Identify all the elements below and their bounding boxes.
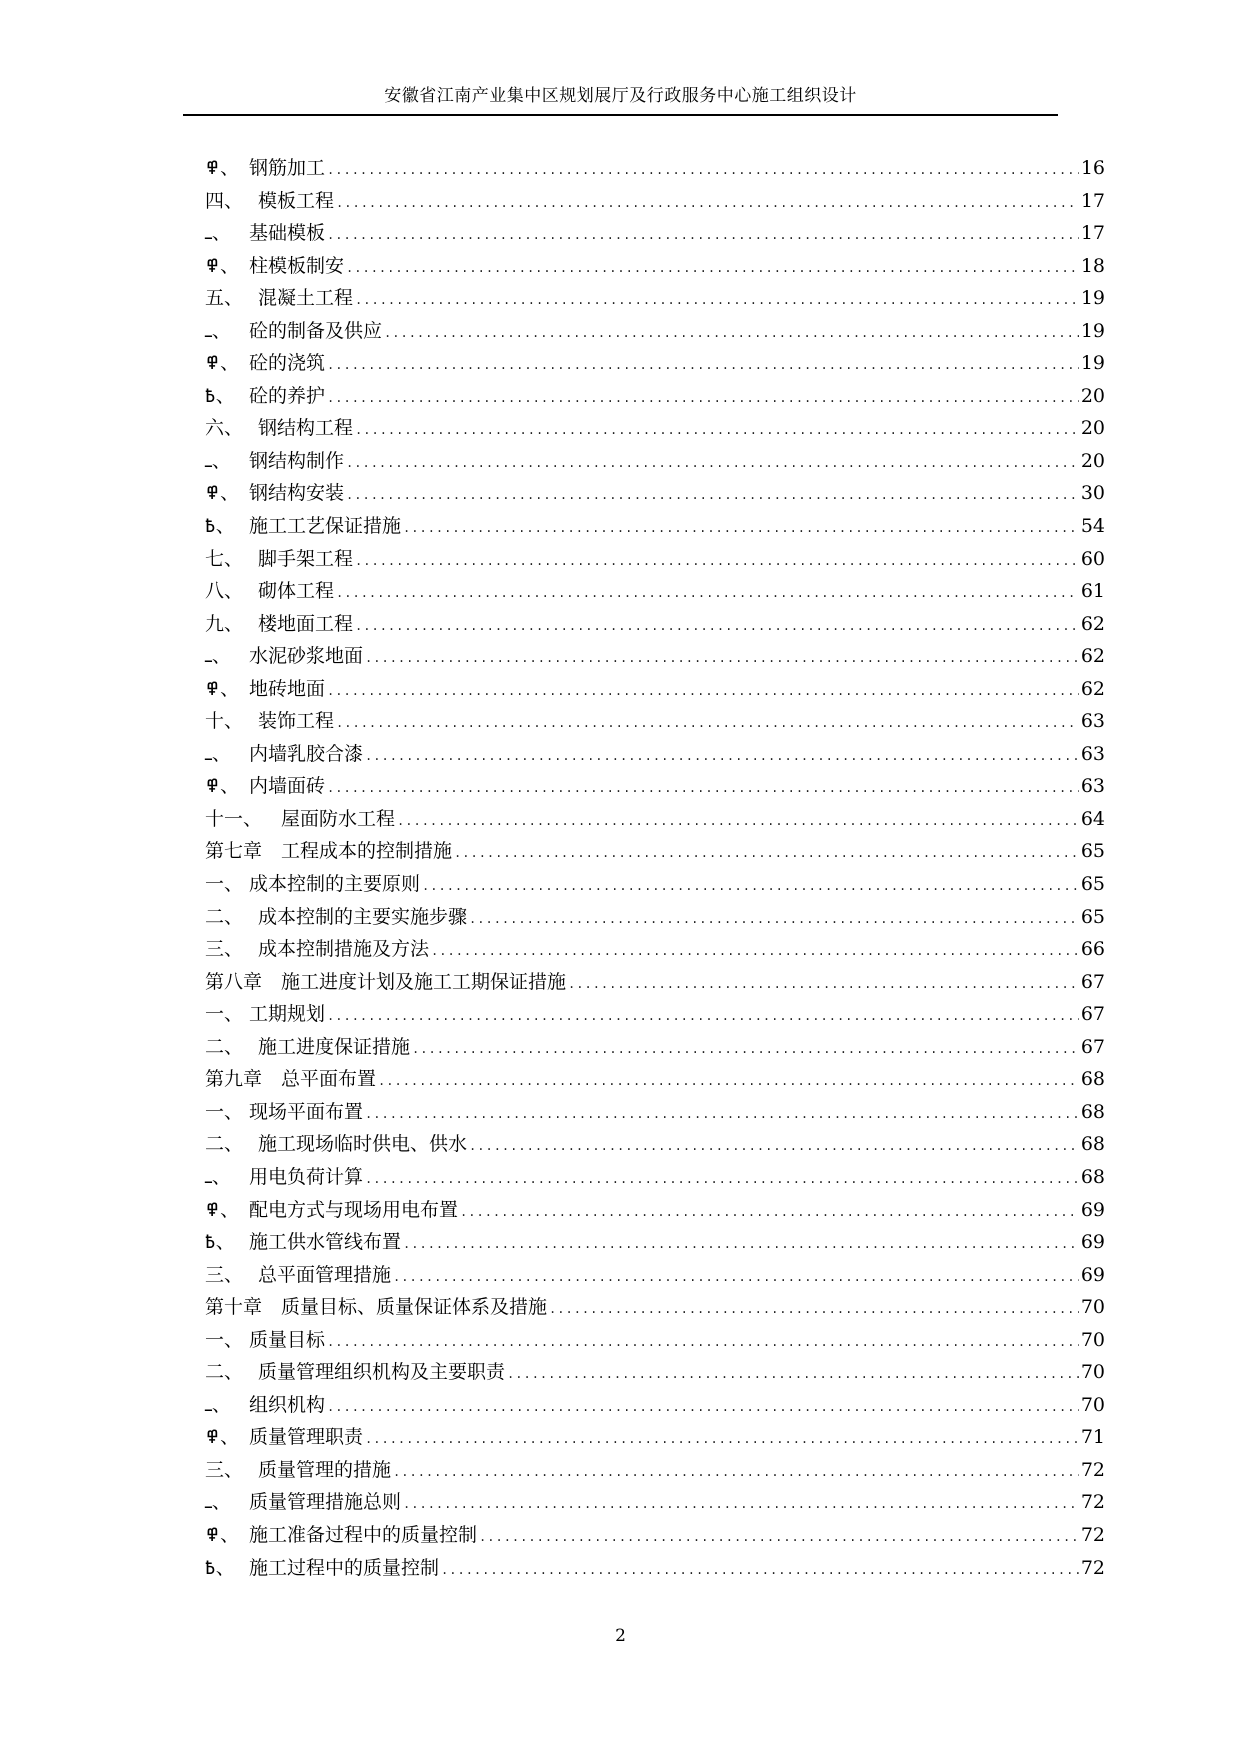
toc-dot-leader <box>346 252 1079 285</box>
toc-entry-number: ߺ、 <box>205 1165 231 1188</box>
toc-dot-leader <box>431 935 1079 968</box>
toc-entry-page: 62 <box>1080 645 1105 668</box>
toc-entry-page: 69 <box>1080 1263 1105 1286</box>
toc-entry-page: 70 <box>1080 1361 1105 1384</box>
toc-dot-leader <box>327 675 1079 708</box>
toc-entry-title: 组织机构 <box>249 1393 326 1416</box>
toc-entry-title: 基础模板 <box>249 222 326 245</box>
toc-entry[interactable] <box>205 412 1105 445</box>
page-header-title: 安徽省江南产业集中区规划展厅及行政服务中心施工组织设计 <box>384 86 857 106</box>
toc-entry-number: 四、 <box>205 189 244 212</box>
toc-entry[interactable] <box>205 1356 1105 1389</box>
toc-entry-title: 质量管理职责 <box>249 1426 364 1449</box>
toc-entry-page: 60 <box>1080 547 1105 570</box>
toc-dot-leader <box>469 1130 1079 1163</box>
toc-entry-number: 七、 <box>205 547 244 570</box>
toc-entry[interactable] <box>205 152 1105 185</box>
toc-entry[interactable] <box>205 250 1105 283</box>
toc-entry-title: 施工进度保证措施 <box>258 1035 411 1058</box>
toc-dot-leader <box>327 219 1079 252</box>
toc-entry-title: 水泥砂浆地面 <box>249 645 364 668</box>
toc-entry-title: 施工准备过程中的质量控制 <box>249 1523 478 1546</box>
toc-entry-number: ߺ、 <box>205 742 231 765</box>
toc-dot-leader <box>365 642 1079 675</box>
toc-entry-page: 19 <box>1080 287 1105 310</box>
toc-entry-number: 一、 <box>205 1328 244 1351</box>
toc-entry[interactable] <box>205 347 1105 380</box>
toc-entry-number: ߺ、 <box>205 222 231 245</box>
toc-entry[interactable] <box>205 380 1105 413</box>
toc-entry-page: 17 <box>1080 222 1105 245</box>
toc-dot-leader <box>327 382 1079 415</box>
toc-entry[interactable] <box>205 1324 1105 1357</box>
toc-entry-page: 17 <box>1080 189 1105 212</box>
toc-entry[interactable] <box>205 1128 1105 1161</box>
toc-entry-number: ߺ、 <box>205 319 231 342</box>
toc-entry[interactable] <box>205 185 1105 218</box>
toc-entry[interactable] <box>205 1519 1105 1552</box>
toc-entry-number: 十、 <box>205 710 244 733</box>
toc-entry-page: 19 <box>1080 319 1105 342</box>
toc-entry-title: 质量管理组织机构及主要职责 <box>258 1361 506 1384</box>
toc-entry-title: 钢结构制作 <box>249 449 345 472</box>
toc-entry-number: 二、 <box>205 1035 244 1058</box>
toc-entry-number: 九、 <box>205 612 244 635</box>
toc-entry-title: 楼地面工程 <box>258 612 354 635</box>
toc-entry-page: 18 <box>1080 254 1105 277</box>
toc-dot-leader <box>454 837 1079 870</box>
toc-entry-title: 钢结构工程 <box>258 417 354 440</box>
toc-dot-leader <box>346 447 1079 480</box>
toc-entry-number: ߾、 <box>205 352 240 375</box>
toc-dot-leader <box>549 1293 1079 1326</box>
toc-dot-leader <box>393 1456 1079 1489</box>
toc-entry[interactable] <box>205 640 1105 673</box>
toc-entry-title: 成本控制的主要实施步骤 <box>258 905 468 928</box>
toc-entry-title: 质量管理措施总则 <box>249 1491 402 1514</box>
toc-entry-title: 模板工程 <box>258 189 335 212</box>
toc-entry[interactable] <box>205 608 1105 641</box>
header-divider <box>183 114 1058 116</box>
toc-entry-title: 地砖地面 <box>249 677 326 700</box>
toc-dot-leader <box>355 545 1079 578</box>
toc-entry-title: 施工供水管线布置 <box>249 1231 402 1254</box>
toc-entry[interactable] <box>205 835 1105 868</box>
toc-entry-number: 五、 <box>205 287 244 310</box>
toc-entry-page: 63 <box>1080 775 1105 798</box>
toc-dot-leader <box>403 512 1079 545</box>
toc-entry-title: 内墙面砖 <box>249 775 326 798</box>
toc-entry-title: 配电方式与现场用电布置 <box>249 1198 459 1221</box>
toc-entry-title: 总平面布置 <box>281 1068 377 1091</box>
toc-entry-page: 69 <box>1080 1198 1105 1221</box>
toc-dot-leader <box>568 968 1079 1001</box>
toc-entry[interactable] <box>205 901 1105 934</box>
toc-entry[interactable] <box>205 1291 1105 1324</box>
toc-entry-title: 钢结构安装 <box>249 482 345 505</box>
toc-entry-number: 六、 <box>205 417 244 440</box>
toc-entry-number: ߺ、 <box>205 1393 231 1416</box>
toc-dot-leader <box>346 479 1079 512</box>
toc-entry-title: 钢筋加工 <box>249 157 326 179</box>
toc-entry-page: 20 <box>1080 417 1105 440</box>
toc-entry-number: 三、 <box>205 938 244 961</box>
toc-dot-leader <box>336 187 1079 220</box>
toc-dot-leader <box>479 1521 1079 1554</box>
toc-entry-number: ߾、 <box>205 157 240 179</box>
toc-entry-number: 二、 <box>205 905 244 928</box>
toc-entry[interactable] <box>205 1063 1105 1096</box>
toc-entry-title: 施工过程中的质量控制 <box>249 1556 440 1579</box>
toc-entry-title: 砌体工程 <box>258 580 335 603</box>
toc-entry-number: 一、 <box>205 873 244 896</box>
toc-entry-page: 72 <box>1080 1491 1105 1514</box>
toc-dot-leader <box>460 1196 1079 1229</box>
table-of-contents <box>205 152 1105 1584</box>
toc-dot-leader <box>327 1391 1079 1424</box>
toc-entry-page: 68 <box>1080 1165 1105 1188</box>
toc-entry[interactable] <box>205 1226 1105 1259</box>
toc-dot-leader <box>365 740 1079 773</box>
toc-entry[interactable] <box>205 803 1105 836</box>
toc-entry-number: ߿、 <box>205 1231 235 1254</box>
toc-entry-number: 一、 <box>205 1003 244 1026</box>
toc-entry[interactable] <box>205 1259 1105 1292</box>
toc-entry-title: 施工进度计划及施工工期保证措施 <box>281 970 567 993</box>
toc-entry-number: ߿、 <box>205 384 235 407</box>
toc-entry-title: 砼的浇筑 <box>249 352 326 375</box>
toc-entry-page: 61 <box>1080 580 1105 603</box>
toc-entry[interactable] <box>205 217 1105 250</box>
toc-entry[interactable] <box>205 933 1105 966</box>
toc-entry-page: 62 <box>1080 612 1105 635</box>
toc-dot-leader <box>412 1033 1079 1066</box>
toc-entry-title: 屋面防水工程 <box>281 807 396 830</box>
toc-dot-leader <box>355 414 1079 447</box>
toc-entry-number: ߾、 <box>205 1198 240 1221</box>
toc-entry-page: 19 <box>1080 352 1105 375</box>
toc-entry[interactable] <box>205 738 1105 771</box>
toc-entry-page: 65 <box>1080 840 1105 863</box>
toc-entry[interactable] <box>205 1194 1105 1227</box>
toc-entry[interactable] <box>205 705 1105 738</box>
toc-entry-page: 70 <box>1080 1328 1105 1351</box>
toc-entry-title: 用电负荷计算 <box>249 1165 364 1188</box>
toc-dot-leader <box>422 870 1079 903</box>
toc-entry-number: ߺ、 <box>205 645 231 668</box>
toc-dot-leader <box>327 772 1079 805</box>
toc-entry-page: 16 <box>1080 157 1105 179</box>
toc-dot-leader <box>327 1326 1079 1359</box>
toc-entry-title: 施工现场临时供电、供水 <box>258 1133 468 1156</box>
toc-entry-page: 65 <box>1080 905 1105 928</box>
toc-entry-page: 72 <box>1080 1523 1105 1546</box>
toc-entry[interactable] <box>205 1454 1105 1487</box>
toc-dot-leader <box>393 1261 1079 1294</box>
toc-entry[interactable] <box>205 543 1105 576</box>
toc-entry-number: ߾、 <box>205 677 240 700</box>
toc-entry-title: 质量目标、质量保证体系及措施 <box>281 1296 548 1319</box>
toc-entry[interactable] <box>205 445 1105 478</box>
toc-entry-page: 30 <box>1080 482 1105 505</box>
toc-dot-leader <box>384 317 1079 350</box>
toc-entry-title: 成本控制的主要原则 <box>249 873 421 896</box>
toc-dot-leader <box>403 1228 1079 1261</box>
toc-entry-page: 72 <box>1080 1458 1105 1481</box>
toc-entry-number: ߾、 <box>205 775 240 798</box>
toc-entry-number: 二、 <box>205 1133 244 1156</box>
toc-entry-page: 63 <box>1080 742 1105 765</box>
toc-entry-title: 质量目标 <box>249 1328 326 1351</box>
toc-dot-leader <box>336 577 1079 610</box>
toc-entry-page: 68 <box>1080 1068 1105 1091</box>
toc-entry-title: 内墙乳胶合漆 <box>249 742 364 765</box>
toc-entry[interactable] <box>205 315 1105 348</box>
toc-dot-leader <box>355 284 1079 317</box>
toc-entry-number: 一、 <box>205 1100 244 1123</box>
toc-entry-title: 成本控制措施及方法 <box>258 938 430 961</box>
toc-entry[interactable] <box>205 1031 1105 1064</box>
toc-entry-number: 第九章 <box>205 1068 263 1091</box>
toc-entry-page: 67 <box>1080 1035 1105 1058</box>
toc-entry-page: 65 <box>1080 873 1105 896</box>
toc-entry-title: 脚手架工程 <box>258 547 354 570</box>
toc-dot-leader <box>469 903 1079 936</box>
toc-entry[interactable] <box>205 966 1105 999</box>
toc-entry-number: 三、 <box>205 1458 244 1481</box>
toc-entry-page: 70 <box>1080 1296 1105 1319</box>
toc-entry-page: 63 <box>1080 710 1105 733</box>
toc-entry-number: 八、 <box>205 580 244 603</box>
toc-dot-leader <box>441 1554 1079 1587</box>
toc-entry[interactable] <box>205 1421 1105 1454</box>
toc-entry[interactable] <box>205 1486 1105 1519</box>
toc-entry-page: 62 <box>1080 677 1105 700</box>
toc-entry[interactable] <box>205 998 1105 1031</box>
toc-dot-leader <box>507 1358 1079 1391</box>
toc-entry-page: 68 <box>1080 1133 1105 1156</box>
toc-dot-leader <box>365 1423 1079 1456</box>
toc-entry[interactable] <box>205 1096 1105 1129</box>
toc-entry[interactable] <box>205 575 1105 608</box>
toc-entry-number: ߾、 <box>205 1426 240 1449</box>
toc-entry[interactable] <box>205 510 1105 543</box>
toc-dot-leader <box>378 1065 1079 1098</box>
toc-entry-number: 第七章 <box>205 840 263 863</box>
toc-entry[interactable] <box>205 868 1105 901</box>
toc-dot-leader <box>365 1163 1079 1196</box>
toc-entry-number: ߿、 <box>205 515 235 538</box>
toc-entry-page: 68 <box>1080 1100 1105 1123</box>
toc-entry-number: ߾、 <box>205 1523 240 1546</box>
toc-entry-number: 三、 <box>205 1263 244 1286</box>
toc-entry-page: 20 <box>1080 449 1105 472</box>
toc-entry-page: 20 <box>1080 384 1105 407</box>
toc-entry-number: ߾、 <box>205 254 240 277</box>
toc-dot-leader <box>403 1488 1079 1521</box>
toc-entry-title: 砼的养护 <box>249 384 326 407</box>
toc-entry-number: 第十章 <box>205 1296 263 1319</box>
toc-entry-number: ߺ、 <box>205 449 231 472</box>
toc-entry-title: 工程成本的控制措施 <box>281 840 453 863</box>
toc-entry-title: 柱模板制安 <box>249 254 345 277</box>
toc-entry-page: 69 <box>1080 1231 1105 1254</box>
toc-dot-leader <box>327 349 1079 382</box>
toc-entry-page: 64 <box>1080 807 1105 830</box>
toc-entry-title: 砼的制备及供应 <box>249 319 383 342</box>
toc-entry-title: 总平面管理措施 <box>258 1263 392 1286</box>
toc-entry-page: 72 <box>1080 1556 1105 1579</box>
toc-entry-title: 施工工艺保证措施 <box>249 515 402 538</box>
toc-entry-page: 70 <box>1080 1393 1105 1416</box>
toc-entry-number: 十一、 <box>205 807 263 830</box>
toc-entry-number: 二、 <box>205 1361 244 1384</box>
toc-entry-title: 质量管理的措施 <box>258 1458 392 1481</box>
toc-entry-number: 第八章 <box>205 970 263 993</box>
toc-entry-number: ߺ、 <box>205 1491 231 1514</box>
toc-dot-leader <box>355 610 1079 643</box>
toc-entry-title: 装饰工程 <box>258 710 335 733</box>
toc-entry[interactable] <box>205 770 1105 803</box>
toc-entry-page: 67 <box>1080 1003 1105 1026</box>
toc-dot-leader <box>327 154 1079 187</box>
toc-entry-title: 混凝土工程 <box>258 287 354 310</box>
toc-dot-leader <box>336 707 1079 740</box>
toc-dot-leader <box>365 1098 1079 1131</box>
toc-entry[interactable] <box>205 1389 1105 1422</box>
toc-entry[interactable] <box>205 1552 1105 1585</box>
toc-entry-title: 工期规划 <box>249 1003 326 1026</box>
toc-entry-page: 71 <box>1080 1426 1105 1449</box>
toc-entry-number: ߾、 <box>205 482 240 505</box>
toc-entry[interactable] <box>205 673 1105 706</box>
toc-entry[interactable] <box>205 1161 1105 1194</box>
toc-entry-page: 66 <box>1080 938 1105 961</box>
toc-dot-leader <box>397 805 1079 838</box>
toc-entry[interactable] <box>205 282 1105 315</box>
toc-entry-title: 现场平面布置 <box>249 1100 364 1123</box>
toc-dot-leader <box>327 1000 1079 1033</box>
toc-entry[interactable] <box>205 477 1105 510</box>
toc-entry-page: 67 <box>1080 970 1105 993</box>
toc-entry-page: 54 <box>1080 515 1105 538</box>
page-number: 2 <box>615 1626 626 1646</box>
toc-entry-number: ߿、 <box>205 1556 235 1579</box>
